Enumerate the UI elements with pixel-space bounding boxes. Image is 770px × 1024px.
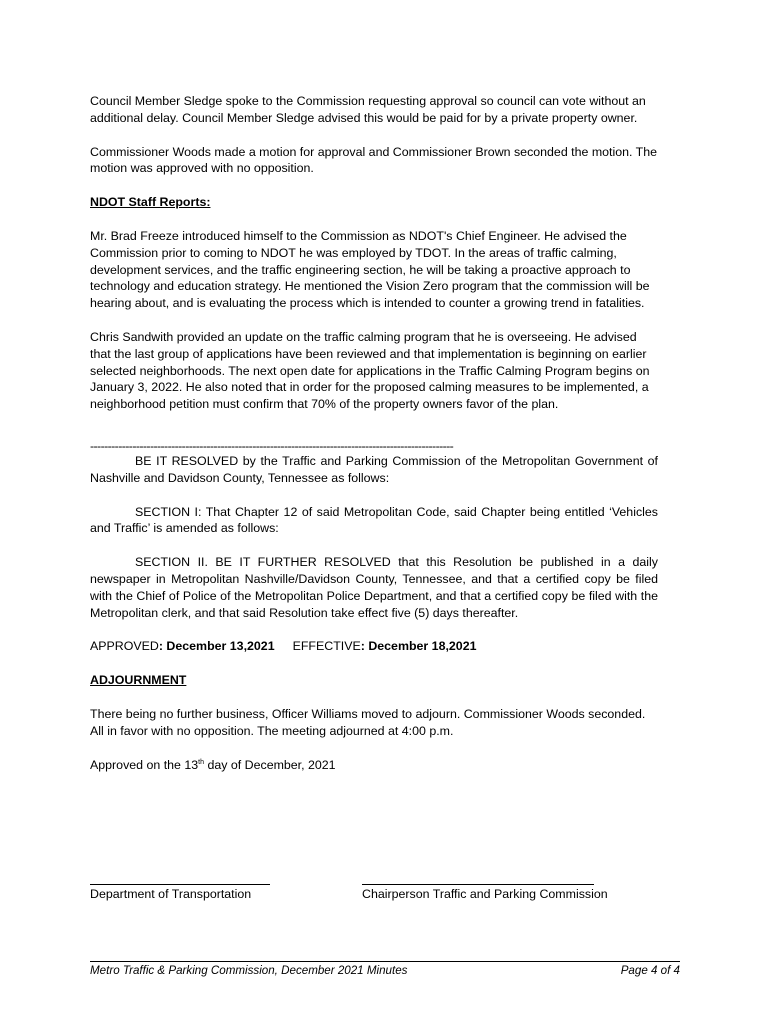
paragraph-freeze: Mr. Brad Freeze introduced himself to the Commission as NDOT's Chief Engineer. He advised the Commission prior to coming to NDOT he was employed by TDOT. In the areas of traffic calming, development services, and the traffic engineering section, he will be taking a proactive approach to technology and education strategy. He mentioned the Vision Zero program that the commission will be hearing about, and is evaluating the process which is intended to counter a growing trend in fatalities. [90, 228, 650, 311]
separator-line: ------------------------------------------------------------------------------------------------------- [90, 438, 454, 453]
paragraph-sandwith: Chris Sandwith provided an update on the traffic calming program that he is overseeing. He advised that the last group of applications have been reviewed and that implementation is beginning on earlier selected neighborhoods. The next open date for applications in the Traffic Calming Program begins on January 3, 2022. He also noted that in order for the proposed calming measures to be implemented, a neighborhood petition must confirm that 70% of the property owners favor of the plan. [90, 329, 650, 412]
approved-on-line [90, 757, 658, 774]
paragraph-sledge: Council Member Sledge spoke to the Commission requesting approval so council can vote without an additional delay. Council Member Sledge advised this would be paid for by a private property owner. [90, 94, 646, 125]
approved-on-sup: th [198, 758, 205, 766]
signature-dept-transportation [90, 868, 270, 901]
footer-title: Metro Traffic & Parking Commission, December 2021 Minutes [90, 964, 408, 977]
ndot-staff-reports-heading: NDOT Staff Reports: [90, 195, 211, 210]
effective-label: EFFECTIVE [292, 639, 361, 654]
approved-label: APPROVED [90, 639, 159, 654]
adjournment-text: There being no further business, Officer Williams moved to adjourn. Commissioner Woods seconded. All in favor with no opposition. The meeting adjourned at 4:00 p.m. [90, 706, 646, 738]
effective-date: : December 18,2021 [360, 639, 477, 654]
signature-label: Department of Transportation [90, 887, 252, 901]
resolution-section-2: SECTION II. BE IT FURTHER RESOLVED that this Resolution be published in a daily newspaper in Metropolitan Nashville/Davidson County, Tennessee, and that a certified copy be filed with the Chief of Police of the Metropolitan Police Department, and that a certified copy be filed with the Metropolitan clerk, and that said Resolution take effect five (5) days thereafter. [90, 555, 658, 620]
signature-line [90, 884, 270, 885]
signature-chairperson [362, 868, 608, 901]
adjournment-heading: ADJOURNMENT [90, 673, 187, 688]
approved-on-after: day of December, 2021 [204, 757, 336, 772]
signature-label: Chairperson Traffic and Parking Commission [362, 887, 608, 901]
signature-line [362, 884, 594, 885]
page-footer [90, 961, 680, 977]
signature-block [90, 868, 690, 908]
approved-on-before: Approved on the 13 [90, 757, 199, 772]
footer-page-number: Page 4 of 4 [620, 964, 680, 977]
paragraph-motion: Commissioner Woods made a motion for approval and Commissioner Brown seconded the motion. The motion was approved with no opposition. [90, 144, 658, 176]
approved-date: : December 13,2021 [158, 639, 275, 654]
resolution-resolved: BE IT RESOLVED by the Traffic and Parking Commission of the Metropolitan Government of Nashville and Davidson County, Tennessee as follows: [90, 453, 658, 485]
document-body [90, 93, 658, 790]
resolution-section-1: SECTION I: That Chapter 12 of said Metropolitan Code, said Chapter being entitled ‘Vehicles and Traffic’ is amended as follows: [90, 504, 658, 536]
approval-dates [90, 638, 658, 655]
